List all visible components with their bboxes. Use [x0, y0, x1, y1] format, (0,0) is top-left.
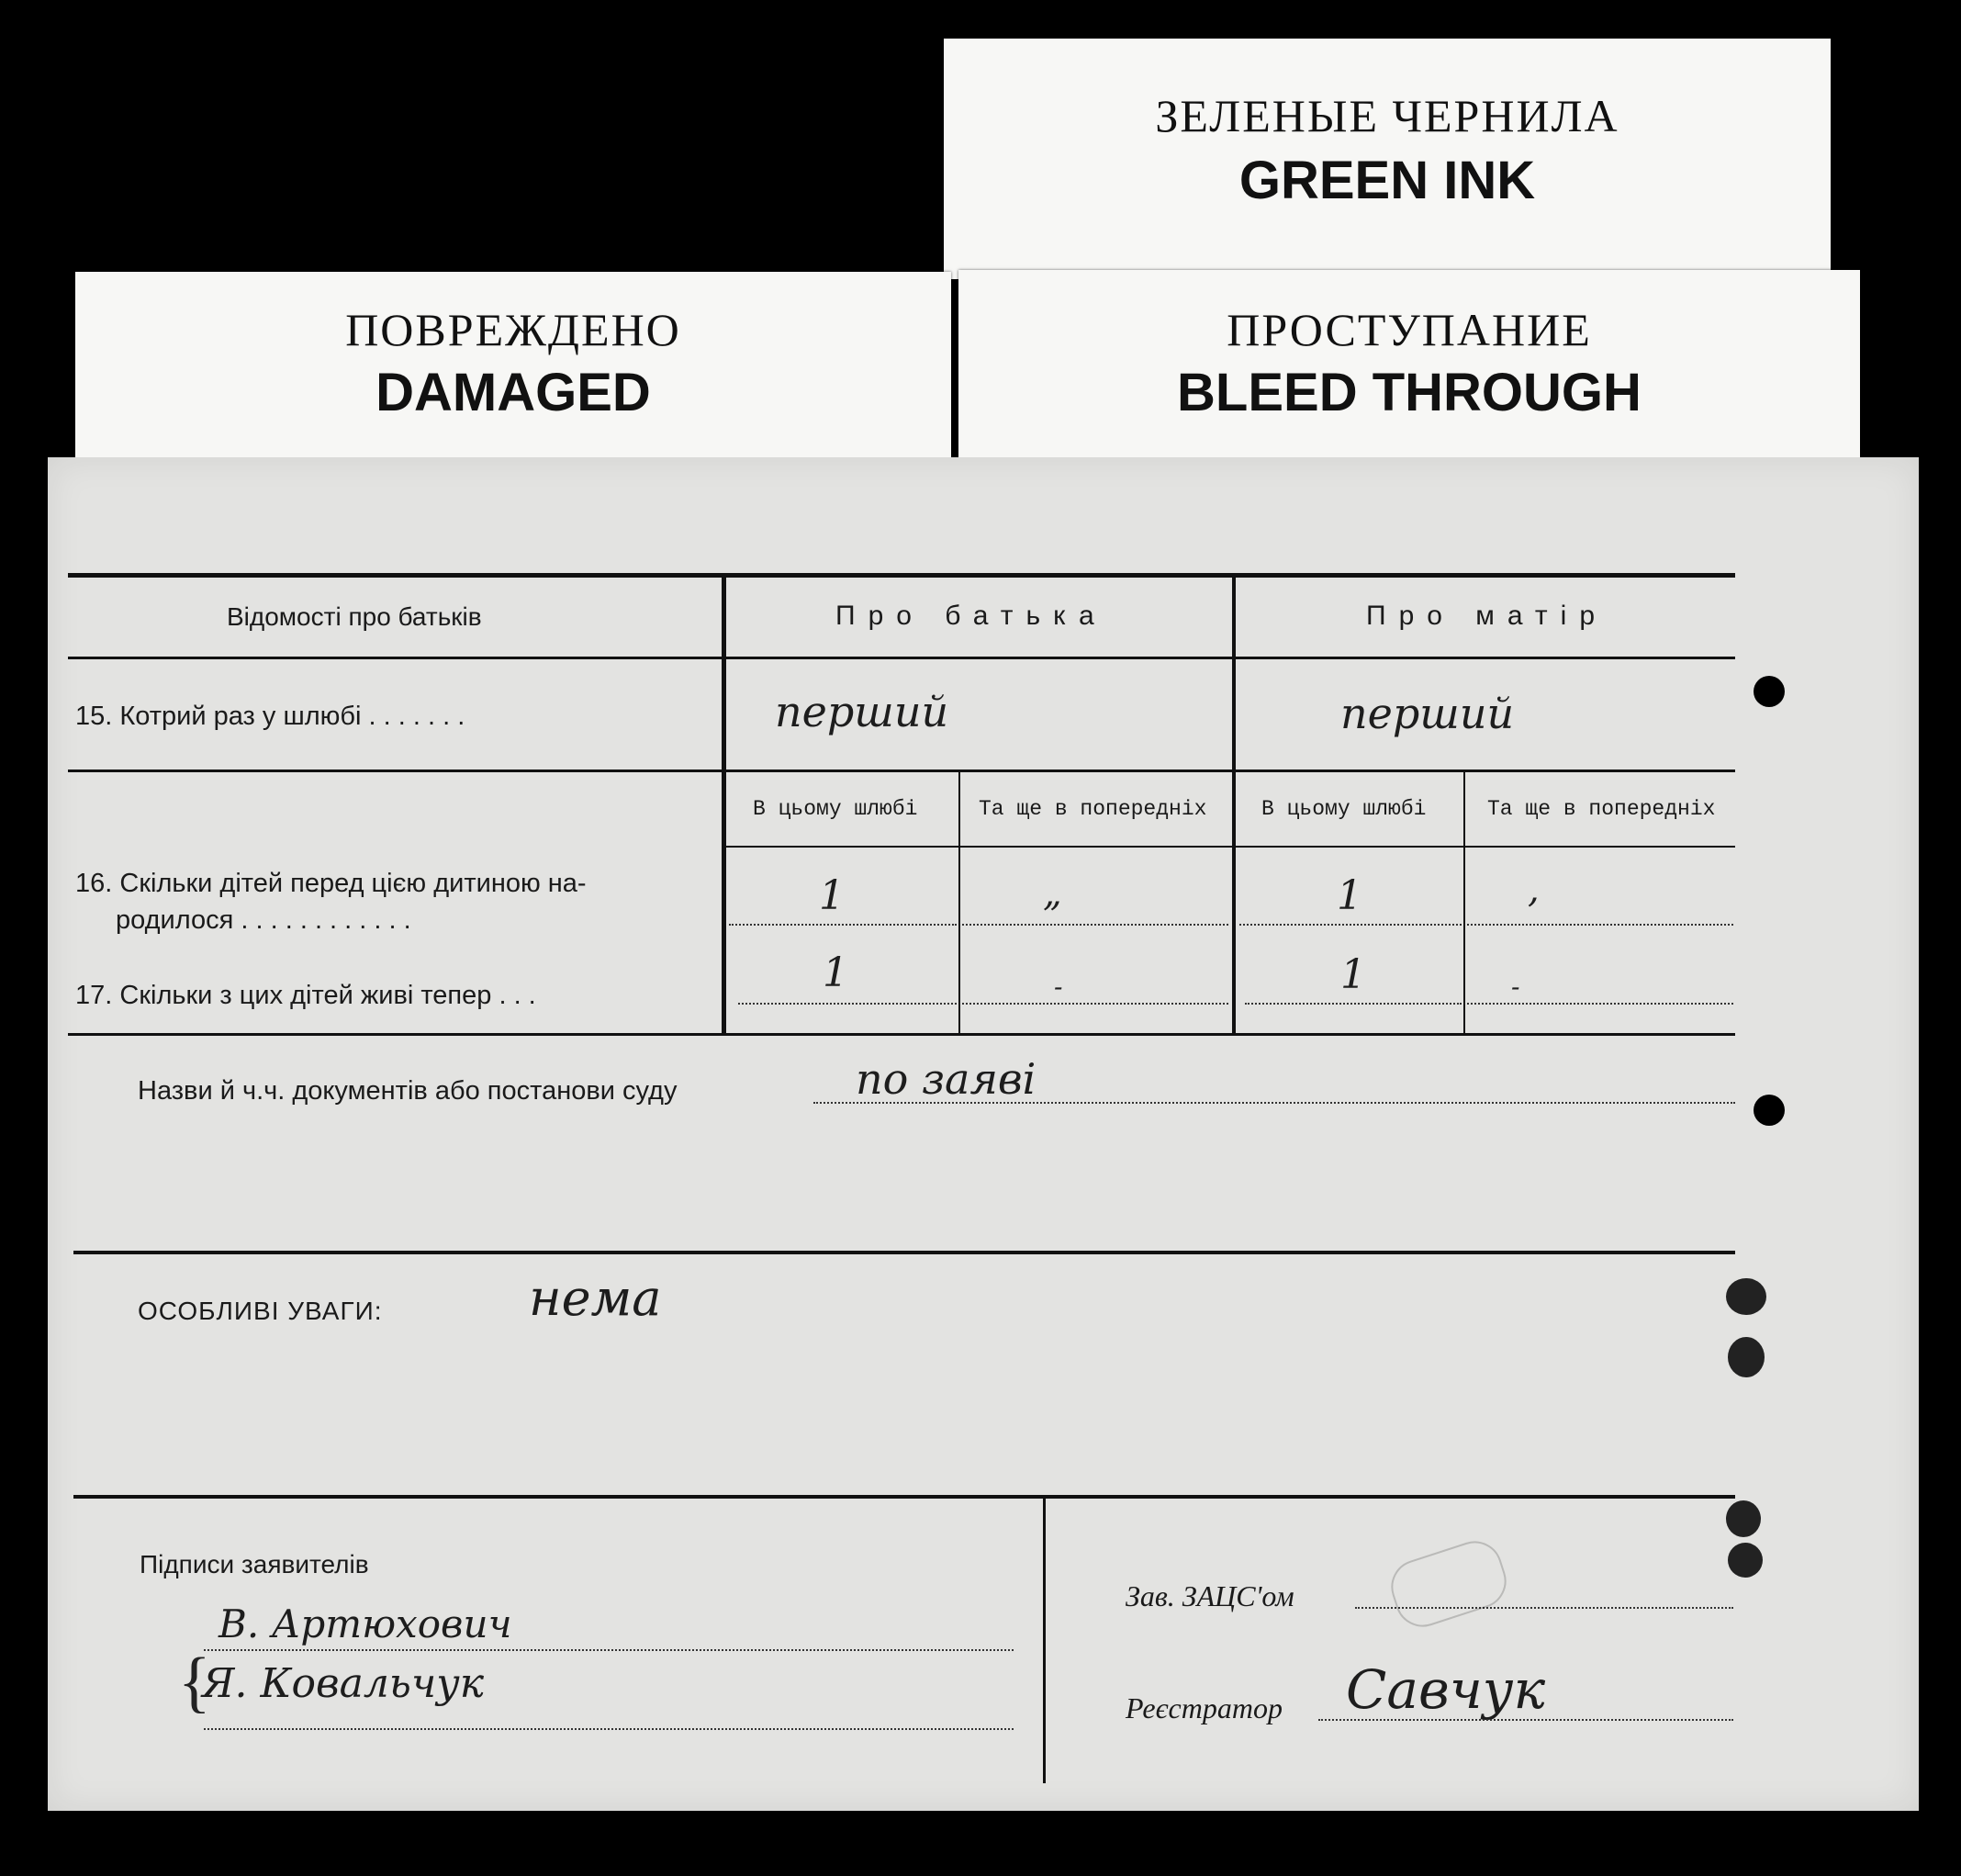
applicant-signature-1: В. Артюхович — [219, 1601, 512, 1646]
row16-dots-4 — [1467, 924, 1733, 926]
row16-father-prev: „ — [1043, 872, 1062, 915]
row15-mother-value: перший — [1340, 689, 1515, 738]
subheader-mother-prev: Та ще в попередніх — [1487, 797, 1716, 821]
row16-father-this: 1 — [819, 872, 845, 919]
applicant-brace: { — [178, 1645, 211, 1720]
damage-hole-4 — [1728, 1543, 1763, 1578]
row17-dots-3 — [1245, 1003, 1462, 1005]
row16-label-line1: 16. Скільки дітей перед цією дитиною на- — [75, 869, 587, 898]
applicant-dots-2 — [204, 1728, 1014, 1730]
header-bottom-rule — [68, 657, 1735, 659]
head-zags-label: Зав. ЗАЦС'ом — [1126, 1579, 1294, 1612]
row16-label-line2: родилося . . . . . . . . . . . . — [116, 905, 411, 935]
tab-damaged-en: DAMAGED — [375, 363, 651, 422]
row17-dots-1 — [738, 1003, 957, 1005]
row15-father-value: перший — [775, 687, 949, 736]
documents-value: по заяві — [856, 1054, 1037, 1104]
punch-hole-2 — [1754, 1095, 1785, 1126]
row15-label: 15. Котрий раз у шлюбі . . . . . . . — [75, 702, 465, 731]
row17-father-prev: - — [1054, 972, 1063, 1002]
subheader-father-this: В цьому шлюбі — [753, 797, 918, 821]
row16-dots-1 — [729, 924, 957, 926]
punch-hole-1 — [1754, 676, 1785, 707]
damage-hole-1 — [1726, 1278, 1766, 1315]
documents-dots — [813, 1102, 1735, 1104]
subheader-father-prev: Та ще в попередніх — [979, 797, 1207, 821]
tab-damaged-ru: ПОВРЕЖДЕНО — [345, 304, 681, 355]
documents-label: Назви й ч.ч. документів або постанови суду — [138, 1076, 678, 1106]
registrar-signature: Савчук — [1346, 1658, 1546, 1721]
table-bottom-rule — [68, 1033, 1735, 1036]
row16-dots-2 — [962, 924, 1228, 926]
col-divider-2 — [1232, 575, 1236, 1034]
subcol-divider-1 — [958, 771, 960, 1034]
col-divider-1 — [722, 575, 726, 1034]
tab-bleed-through — [958, 270, 1860, 461]
tab-damaged — [75, 272, 951, 459]
form-sheet — [48, 457, 1919, 1811]
tab-bleed-through-en: BLEED THROUGH — [1177, 363, 1642, 422]
tab-green-ink-ru: ЗЕЛЕНЫЕ ЧЕРНИЛА — [1155, 90, 1619, 141]
signature-divider — [1043, 1499, 1046, 1783]
notes-value: нема — [529, 1269, 662, 1327]
row17-mother-prev: - — [1511, 972, 1520, 1002]
header-father: Про батька — [835, 601, 1107, 631]
applicant-dots-1 — [204, 1649, 1014, 1651]
subcol-divider-2 — [1463, 771, 1465, 1034]
head-stamp-mark — [1384, 1534, 1514, 1634]
registrar-dots — [1318, 1719, 1733, 1721]
row15-bottom-rule — [68, 769, 1735, 772]
row16-dots-3 — [1239, 924, 1462, 926]
tab-green-ink — [944, 39, 1831, 279]
section-rule-1 — [73, 1251, 1735, 1254]
row17-mother-this: 1 — [1340, 951, 1366, 998]
damage-hole-3 — [1726, 1500, 1761, 1537]
subheader-mother-this: В цьому шлюбі — [1261, 797, 1427, 821]
notes-label: ОСОБЛИВІ УВАГИ: — [138, 1297, 383, 1325]
applicant-signature-2: Я. Ковальчук — [202, 1660, 485, 1707]
row16-mother-this: 1 — [1337, 872, 1362, 919]
header-mother: Про матір — [1366, 601, 1608, 631]
row17-label: 17. Скільки з цих дітей живі тепер . . . — [75, 981, 536, 1010]
top-rule — [68, 573, 1735, 578]
section-rule-2 — [73, 1495, 1735, 1499]
row16-mother-prev: , — [1528, 869, 1540, 911]
row17-father-this: 1 — [823, 949, 848, 996]
row17-dots-2 — [962, 1003, 1228, 1005]
tab-bleed-through-ru: ПРОСТУПАНИЕ — [1227, 304, 1592, 355]
row17-dots-4 — [1467, 1003, 1733, 1005]
damage-hole-2 — [1728, 1337, 1765, 1377]
tab-green-ink-en: GREEN INK — [1238, 151, 1536, 210]
applicants-signatures-label: Підписи заявителів — [140, 1550, 369, 1578]
header-parents-info: Відомості про батьків — [227, 602, 482, 631]
registrar-label: Реєстратор — [1126, 1691, 1283, 1724]
subheader-bottom-rule — [725, 846, 1735, 848]
